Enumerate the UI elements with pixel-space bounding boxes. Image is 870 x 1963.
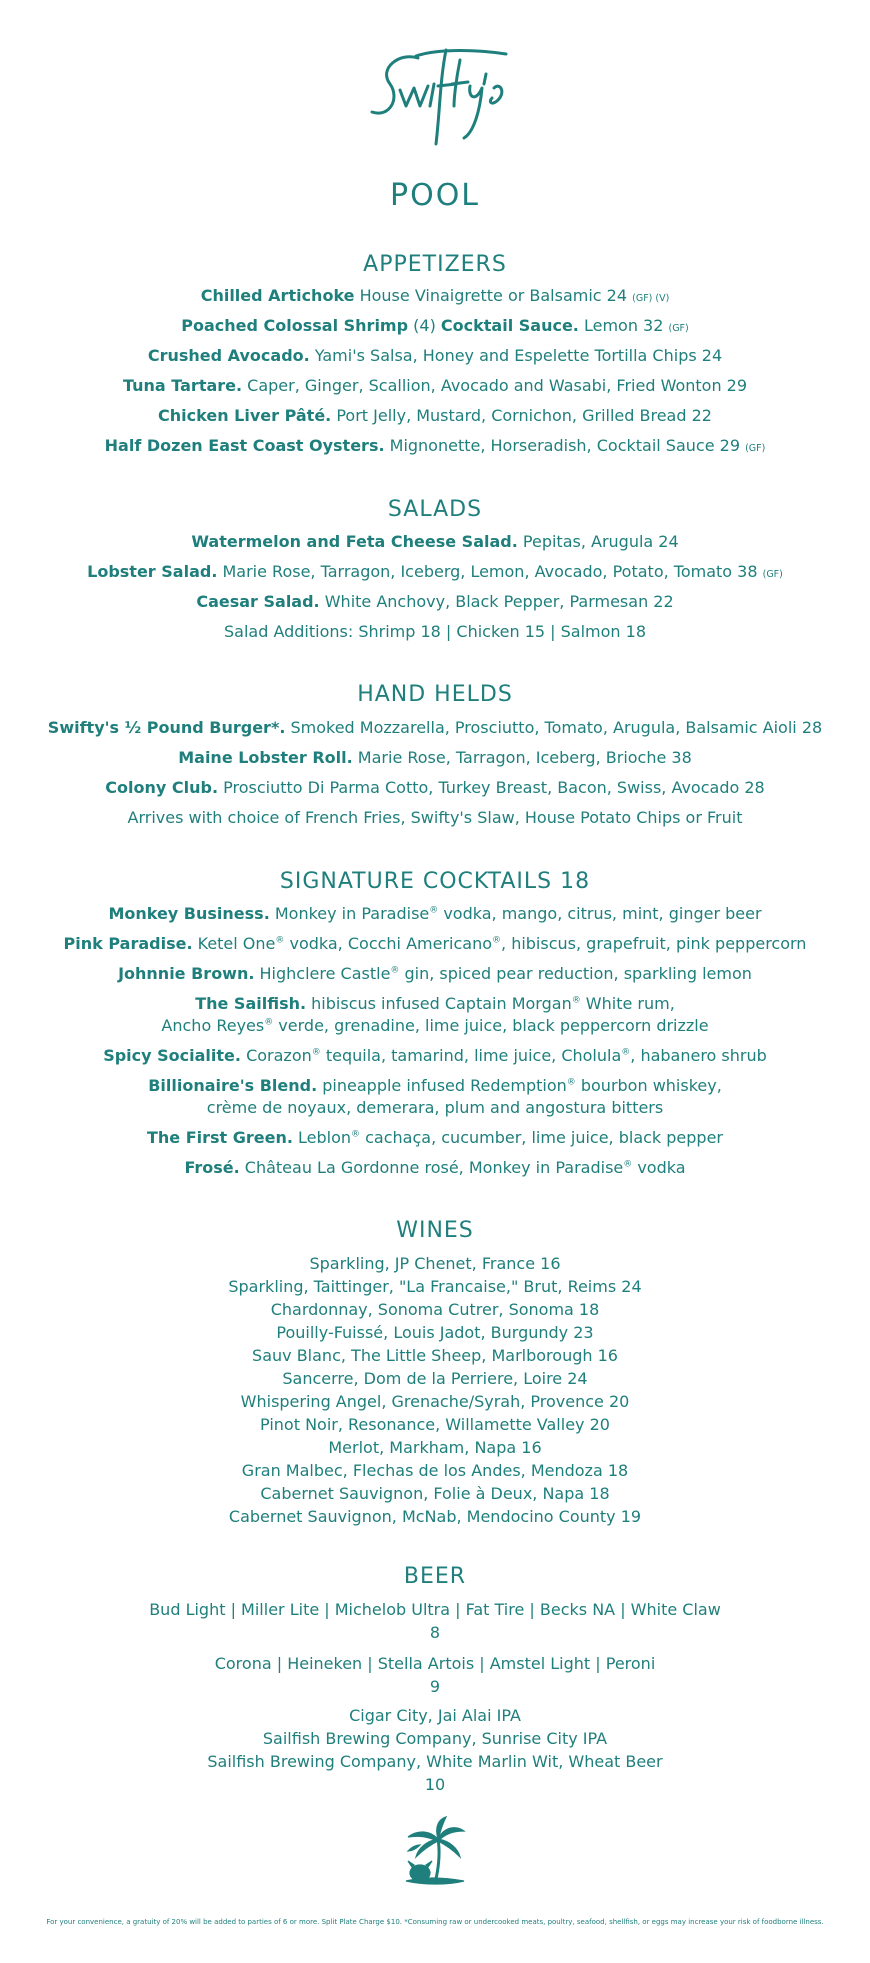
swiftys-logo	[360, 40, 510, 150]
item-desc: , habanero shrub	[630, 1046, 767, 1065]
beer-group: Bud Light | Miller Lite | Michelob Ultra | Fat Tire | Becks NA | White Claw	[149, 1600, 721, 1619]
item-name: Billionaire's Blend.	[148, 1076, 318, 1095]
item-desc: Yami's Salsa, Honey and Espelette Tortilla Chips 24	[309, 346, 723, 365]
menu-item	[20, 1046, 850, 1065]
registered-mark: ®	[311, 1047, 321, 1058]
item-name: Chilled Artichoke	[200, 286, 355, 305]
hand-helds-heading: HAND HELDS	[357, 682, 513, 707]
footer-disclaimer: For your convenience, a gratuity of 20% will be added to parties of 6 or more. Split Plate Charge $10. *Consuming raw or undercooked meats, poultry, seafood, shellfish, or eggs may increase your risk of foodborne illness.	[46, 1918, 824, 1926]
item-desc: House Vinaigrette or Balsamic 24	[354, 286, 633, 305]
wine-item: Chardonnay, Sonoma Cutrer, Sonoma 18	[270, 1300, 600, 1319]
menu-item	[20, 376, 850, 395]
item-name: Pink Paradise.	[63, 934, 193, 953]
item-desc: Marie Rose, Tarragon, Iceberg, Lemon, Avocado, Potato, Tomato 38	[217, 562, 763, 581]
item-name: Half Dozen East Coast Oysters.	[104, 436, 385, 455]
wine-item: Sauv Blanc, The Little Sheep, Marlborough 16	[252, 1346, 618, 1365]
menu-item	[20, 592, 850, 611]
beer-price: 8	[429, 1623, 441, 1642]
beer-item: Sailfish Brewing Company, White Marlin Wit, Wheat Beer	[207, 1752, 663, 1771]
item-name: Caesar Salad.	[196, 592, 320, 611]
palm-tree-icon	[398, 1815, 472, 1889]
item-desc: Mignonette, Horseradish, Cocktail Sauce 29	[384, 436, 746, 455]
item-name: Johnnie Brown.	[118, 964, 255, 983]
item-desc: Leblon	[292, 1128, 352, 1147]
menu-item	[20, 346, 850, 365]
item-desc: Ancho Reyes	[161, 1016, 265, 1035]
item-desc: vodka	[632, 1158, 686, 1177]
item-name: Poached Colossal Shrimp	[181, 316, 409, 335]
registered-mark: ®	[492, 935, 502, 946]
item-desc: Pepitas, Arugula 24	[517, 532, 679, 551]
dietary-tag: (GF)	[745, 443, 766, 454]
item-desc: bourbon whiskey,	[575, 1076, 722, 1095]
item-name: Maine Lobster Roll.	[178, 748, 353, 767]
wine-item: Sparkling, Taittinger, "La Francaise," Brut, Reims 24	[228, 1277, 642, 1296]
registered-mark: ®	[390, 965, 400, 976]
cocktails-heading: SIGNATURE COCKTAILS 18	[279, 869, 591, 894]
item-name: Crushed Avocado.	[147, 346, 310, 365]
wine-item: Sancerre, Dom de la Perriere, Loire 24	[282, 1369, 588, 1388]
item-desc: pineapple infused Redemption	[317, 1076, 567, 1095]
item-desc: gin, spiced pear reduction, sparkling lemon	[399, 964, 752, 983]
dietary-tag: (GF)	[762, 569, 783, 580]
item-count: (4)	[408, 316, 441, 335]
item-name: Colony Club.	[105, 778, 219, 797]
menu-item	[20, 964, 850, 983]
appetizers-heading: APPETIZERS	[363, 252, 507, 277]
menu-item	[20, 994, 850, 1013]
menu-item	[20, 904, 850, 923]
wine-item: Whispering Angel, Grenache/Syrah, Provence 20	[240, 1392, 630, 1411]
item-name: Lobster Salad.	[87, 562, 218, 581]
item-name: Frosé.	[184, 1158, 240, 1177]
item-desc: Highclere Castle	[254, 964, 391, 983]
item-desc: White rum,	[580, 994, 675, 1013]
item-desc: Port Jelly, Mustard, Cornichon, Grilled Bread 22	[331, 406, 712, 425]
item-name: Watermelon and Feta Cheese Salad.	[191, 532, 518, 551]
dietary-tag: (GF)	[668, 323, 689, 334]
beer-price: 10	[424, 1775, 446, 1794]
menu-item	[20, 316, 850, 335]
menu-item	[20, 436, 850, 455]
item-desc: Caper, Ginger, Scallion, Avocado and Wasabi, Fried Wonton 29	[242, 376, 748, 395]
wine-item: Gran Malbec, Flechas de los Andes, Mendoza 18	[241, 1461, 629, 1480]
item-desc: Prosciutto Di Parma Cotto, Turkey Breast, Bacon, Swiss, Avocado 28	[218, 778, 765, 797]
menu-item	[20, 1128, 850, 1147]
registered-mark: ®	[264, 1017, 274, 1028]
menu-item	[20, 934, 850, 953]
menu-item	[20, 406, 850, 425]
registered-mark: ®	[623, 1159, 633, 1170]
registered-mark: ®	[351, 1129, 361, 1140]
item-desc: vodka, Cocchi Americano	[284, 934, 493, 953]
item-desc: Marie Rose, Tarragon, Iceberg, Brioche 38	[352, 748, 692, 767]
item-name: Monkey Business.	[108, 904, 270, 923]
menu-item-continued: crème de noyaux, demerara, plum and angostura bitters	[206, 1098, 664, 1117]
wine-item: Merlot, Markham, Napa 16	[328, 1438, 542, 1457]
item-name: Chicken Liver Pâté.	[158, 406, 332, 425]
item-desc: , hibiscus, grapefruit, pink peppercorn	[501, 934, 807, 953]
beer-item: Sailfish Brewing Company, Sunrise City IPA	[262, 1729, 608, 1748]
menu-item	[20, 286, 850, 305]
item-name: The First Green.	[146, 1128, 293, 1147]
registered-mark: ®	[571, 995, 581, 1006]
dietary-tag: (GF) (V)	[632, 293, 670, 304]
item-desc: Smoked Mozzarella, Prosciutto, Tomato, Arugula, Balsamic Aioli 28	[285, 718, 823, 737]
registered-mark: ®	[566, 1077, 576, 1088]
item-desc: tequila, tamarind, lime juice, Cholula	[320, 1046, 622, 1065]
menu-item	[20, 778, 850, 797]
wine-item: Sparkling, JP Chenet, France 16	[309, 1254, 561, 1273]
beer-price: 9	[429, 1677, 441, 1696]
menu-title: POOL	[389, 178, 481, 213]
item-desc: cachaça, cucumber, lime juice, black pepper	[360, 1128, 723, 1147]
item-name: The Sailfish.	[195, 994, 307, 1013]
item-name: Swifty's ½ Pound Burger*.	[47, 718, 286, 737]
wine-item: Cabernet Sauvignon, McNab, Mendocino County 19	[228, 1507, 642, 1526]
menu-item	[20, 1076, 850, 1095]
beer-heading: BEER	[403, 1564, 467, 1589]
item-desc: hibiscus infused Captain Morgan	[306, 994, 572, 1013]
salads-heading: SALADS	[387, 497, 483, 522]
menu-item	[20, 718, 850, 737]
item-desc: Château La Gordonne rosé, Monkey in Paradise	[239, 1158, 624, 1177]
beer-group: Corona | Heineken | Stella Artois | Amstel Light | Peroni	[214, 1654, 656, 1673]
beer-item: Cigar City, Jai Alai IPA	[349, 1706, 521, 1725]
item-name-2: Cocktail Sauce.	[440, 316, 579, 335]
menu-item	[20, 748, 850, 767]
item-name: Tuna Tartare.	[122, 376, 243, 395]
wine-item: Pouilly-Fuissé, Louis Jadot, Burgundy 23	[276, 1323, 594, 1342]
menu-item	[20, 532, 850, 551]
item-desc: Ketel One	[192, 934, 276, 953]
item-name: Spicy Socialite.	[103, 1046, 241, 1065]
salad-additions: Salad Additions: Shrimp 18 | Chicken 15 | Salmon 18	[223, 622, 646, 641]
menu-item-continued	[20, 1016, 850, 1035]
registered-mark: ®	[275, 935, 285, 946]
hand-helds-note: Arrives with choice of French Fries, Swifty's Slaw, House Potato Chips or Fruit	[127, 808, 743, 827]
wine-item: Pinot Noir, Resonance, Willamette Valley 20	[260, 1415, 610, 1434]
item-desc: vodka, mango, citrus, mint, ginger beer	[438, 904, 762, 923]
registered-mark: ®	[621, 1047, 631, 1058]
item-desc: Lemon 32	[578, 316, 669, 335]
wines-heading: WINES	[396, 1218, 474, 1243]
wine-item: Cabernet Sauvignon, Folie à Deux, Napa 18	[260, 1484, 610, 1503]
item-desc: White Anchovy, Black Pepper, Parmesan 22	[319, 592, 674, 611]
menu-item	[20, 1158, 850, 1177]
menu-item	[20, 562, 850, 581]
item-desc: Corazon	[240, 1046, 312, 1065]
item-desc: verde, grenadine, lime juice, black peppercorn drizzle	[273, 1016, 709, 1035]
item-desc: Monkey in Paradise	[269, 904, 430, 923]
registered-mark: ®	[429, 905, 439, 916]
